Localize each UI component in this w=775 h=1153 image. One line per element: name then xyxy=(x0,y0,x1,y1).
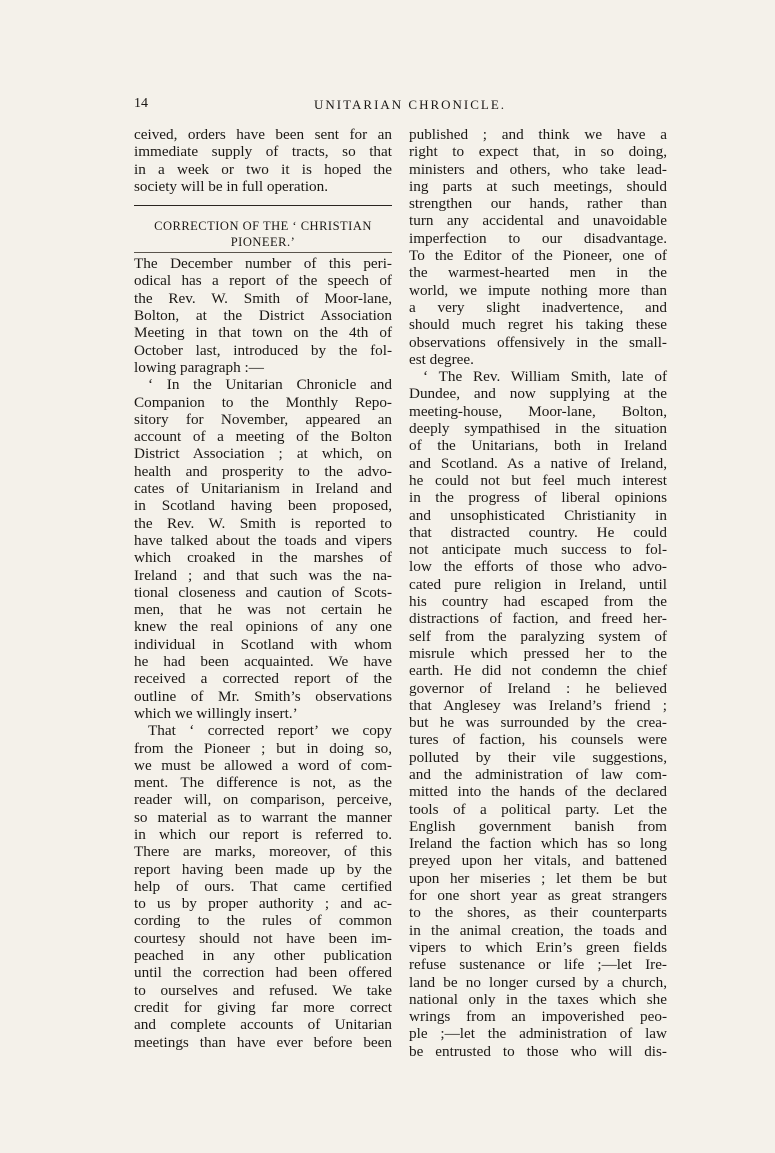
text-line: his country had escaped from the xyxy=(409,593,667,611)
text-line: immediate supply of tracts, so that xyxy=(134,143,392,161)
text-line: should much regret his taking these xyxy=(409,316,667,334)
text-line: strengthen our hands, rather than xyxy=(409,195,667,213)
text-line: reader will, on comparison, perceive, xyxy=(134,791,392,809)
text-line: right to expect that, in so doing, xyxy=(409,143,667,161)
text-line: ‘ In the Unitarian Chronicle and xyxy=(148,376,392,394)
text-line: be entrusted to those who will dis- xyxy=(409,1042,667,1060)
text-line: observations offensively in the small- xyxy=(409,333,667,351)
text-line: individual in Scotland with whom xyxy=(134,635,392,653)
text-line: world, we impute nothing more than xyxy=(409,281,667,299)
article-body xyxy=(134,255,392,1051)
text-line: and the administration of law com- xyxy=(409,765,667,783)
text-line: knew the real opinions of any one xyxy=(134,618,392,636)
text-line: published ; and think we have a xyxy=(409,126,667,143)
text-line: meeting-house, Moor-lane, Bolton, xyxy=(409,402,667,420)
text-line: Ireland the faction which has so long xyxy=(409,835,667,853)
text-line: polluted by their vile suggestions, xyxy=(409,748,667,766)
text-line: health and prosperity to the advo- xyxy=(134,462,392,480)
text-line: received a corrected report of the xyxy=(134,670,392,688)
text-line: peached in any other publication xyxy=(134,947,392,965)
text-line: ‘ The Rev. William Smith, late of xyxy=(423,368,667,386)
text-line: the warmest-hearted men in the xyxy=(409,264,667,282)
text-line: in Scotland having been proposed, xyxy=(134,497,392,515)
text-line: in the progress of liberal opinions xyxy=(409,489,667,507)
text-line: Dundee, and now supplying at the xyxy=(409,385,667,403)
text-line: have talked about the toads and vipers xyxy=(134,531,392,549)
text-line: tional closeness and caution of Scots- xyxy=(134,583,392,601)
text-line: not anticipate much success to fol- xyxy=(409,541,667,559)
text-line: men, that he was not certain he xyxy=(134,601,392,619)
text-line: English government banish from xyxy=(409,817,667,835)
text-line: cording to the rules of common xyxy=(134,912,392,930)
text-line: ment. The difference is not, as the xyxy=(134,774,392,792)
text-line: meetings than have ever before been xyxy=(134,1033,392,1051)
text-line: misrule which pressed her to the xyxy=(409,644,667,662)
text-line: land be no longer cursed by a church, xyxy=(409,973,667,991)
text-line: low the efforts of those who advo- xyxy=(409,558,667,576)
heading-divider xyxy=(134,252,392,253)
page-number: 14 xyxy=(134,96,148,111)
text-line: but he was surrounded by the crea- xyxy=(409,714,667,732)
text-line: The December number of this peri- xyxy=(134,255,392,273)
text-line: so material as to warrant the manner xyxy=(134,808,392,826)
text-line: that distracted country. He could xyxy=(409,523,667,541)
text-line: To the Editor of the Pioneer, one of xyxy=(409,247,667,265)
text-line: until the correction had been offered xyxy=(134,964,392,982)
text-line: the Rev. W. Smith is reported to xyxy=(134,514,392,532)
text-line: Bolton, at the District Association xyxy=(134,307,392,325)
text-line: lowing paragraph :— xyxy=(134,358,264,376)
article-heading-line: CORRECTION OF THE ‘ CHRISTIAN xyxy=(154,219,372,234)
left-column xyxy=(134,126,392,1051)
text-line: mitted into the hands of the declared xyxy=(409,783,667,801)
text-line: outline of Mr. Smith’s observations xyxy=(134,687,392,705)
text-line: tures of faction, his counsels were xyxy=(409,731,667,749)
text-line: which croaked in the marshes of xyxy=(134,549,392,567)
text-line: ceived, orders have been sent for an xyxy=(134,126,392,143)
text-line: for one short year as great strangers xyxy=(409,887,667,905)
text-line: in which our report is referred to. xyxy=(134,825,392,843)
article-heading xyxy=(134,218,392,250)
text-line: national only in the taxes which she xyxy=(409,990,667,1008)
text-line: courtesy should not have been im- xyxy=(134,929,392,947)
journal-title: UNITARIAN CHRONICLE. xyxy=(314,97,507,112)
text-line: self from the paralyzing system of xyxy=(409,627,667,645)
text-line: upon her miseries ; let them be but xyxy=(409,869,667,887)
section-divider xyxy=(134,205,392,206)
text-line: cated pure religion in Ireland, until xyxy=(409,575,667,593)
intro-paragraph xyxy=(134,126,392,195)
text-line: and unsophisticated Christianity in xyxy=(409,506,667,524)
article-heading-line: PIONEER.’ xyxy=(230,235,296,250)
text-line: ple ;—let the administration of law xyxy=(409,1025,667,1043)
running-head xyxy=(134,96,670,116)
text-line: and Scotland. As a native of Ireland, xyxy=(409,454,667,472)
text-line: imperfection to our disadvantage. xyxy=(409,229,667,247)
text-line: tools of a political party. Let the xyxy=(409,800,667,818)
text-line: report having been made up by the xyxy=(134,860,392,878)
text-line: he had been acquainted. We have xyxy=(134,653,392,671)
text-line: distractions of faction, and freed her- xyxy=(409,610,667,628)
text-line: deeply sympathised in the situation xyxy=(409,420,667,438)
text-line: account of a meeting of the Bolton xyxy=(134,428,392,446)
text-line: he could not but feel much interest xyxy=(409,471,667,489)
text-line: Ireland ; and that such was the na- xyxy=(134,566,392,584)
text-line: There are marks, moreover, of this xyxy=(134,843,392,861)
text-line: odical has a report of the speech of xyxy=(134,272,392,290)
text-line: earth. He did not condemn the chief xyxy=(409,662,667,680)
text-line: Meeting in that town on the 4th of xyxy=(134,324,392,342)
text-line: from the Pioneer ; but in doing so, xyxy=(134,739,392,757)
text-line: governor of Ireland : he believed xyxy=(409,679,667,697)
text-line: ministers and others, who take lead- xyxy=(409,160,667,178)
right-column xyxy=(409,126,667,1060)
text-line: turn any accidental and unavoidable xyxy=(409,212,667,230)
text-line: of the Unitarians, both in Ireland xyxy=(409,437,667,455)
text-line: we must be allowed a word of com- xyxy=(134,756,392,774)
text-line: est degree. xyxy=(409,350,474,368)
text-line: the Rev. W. Smith of Moor-lane, xyxy=(134,289,392,307)
text-line: to the shores, as their counterparts xyxy=(409,904,667,922)
text-line: in a week or two it is hoped the xyxy=(134,160,392,178)
text-line: help of ours. That came certified xyxy=(134,877,392,895)
text-line: District Association ; at which, on xyxy=(134,445,392,463)
text-line: vipers to which Erin’s green fields xyxy=(409,938,667,956)
text-line: credit for giving far more correct xyxy=(134,998,392,1016)
text-line: wrings from an impoverished peo- xyxy=(409,1008,667,1026)
text-line: cates of Unitarianism in Ireland and xyxy=(134,480,392,498)
text-line: in the animal creation, the toads and xyxy=(409,921,667,939)
text-line: sitory for November, appeared an xyxy=(134,410,392,428)
text-line: society will be in full operation. xyxy=(134,177,329,195)
text-line: Companion to the Monthly Repo- xyxy=(134,393,392,411)
text-line: which we willingly insert.’ xyxy=(134,704,298,722)
text-line: a very slight inadvertence, and xyxy=(409,298,667,316)
text-line: October last, introduced by the fol- xyxy=(134,341,392,359)
text-line: ing parts at such meetings, should xyxy=(409,177,667,195)
text-line: That ‘ corrected report’ we copy xyxy=(148,722,392,740)
text-line: that Anglesey was Ireland’s friend ; xyxy=(409,696,667,714)
text-line: refuse sustenance or life ;—let Ire- xyxy=(409,956,667,974)
text-line: preyed upon her vitals, and battened xyxy=(409,852,667,870)
text-line: and complete accounts of Unitarian xyxy=(134,1016,392,1034)
text-line: to ourselves and refused. We take xyxy=(134,981,392,999)
text-line: to us by proper authority ; and ac- xyxy=(134,895,392,913)
